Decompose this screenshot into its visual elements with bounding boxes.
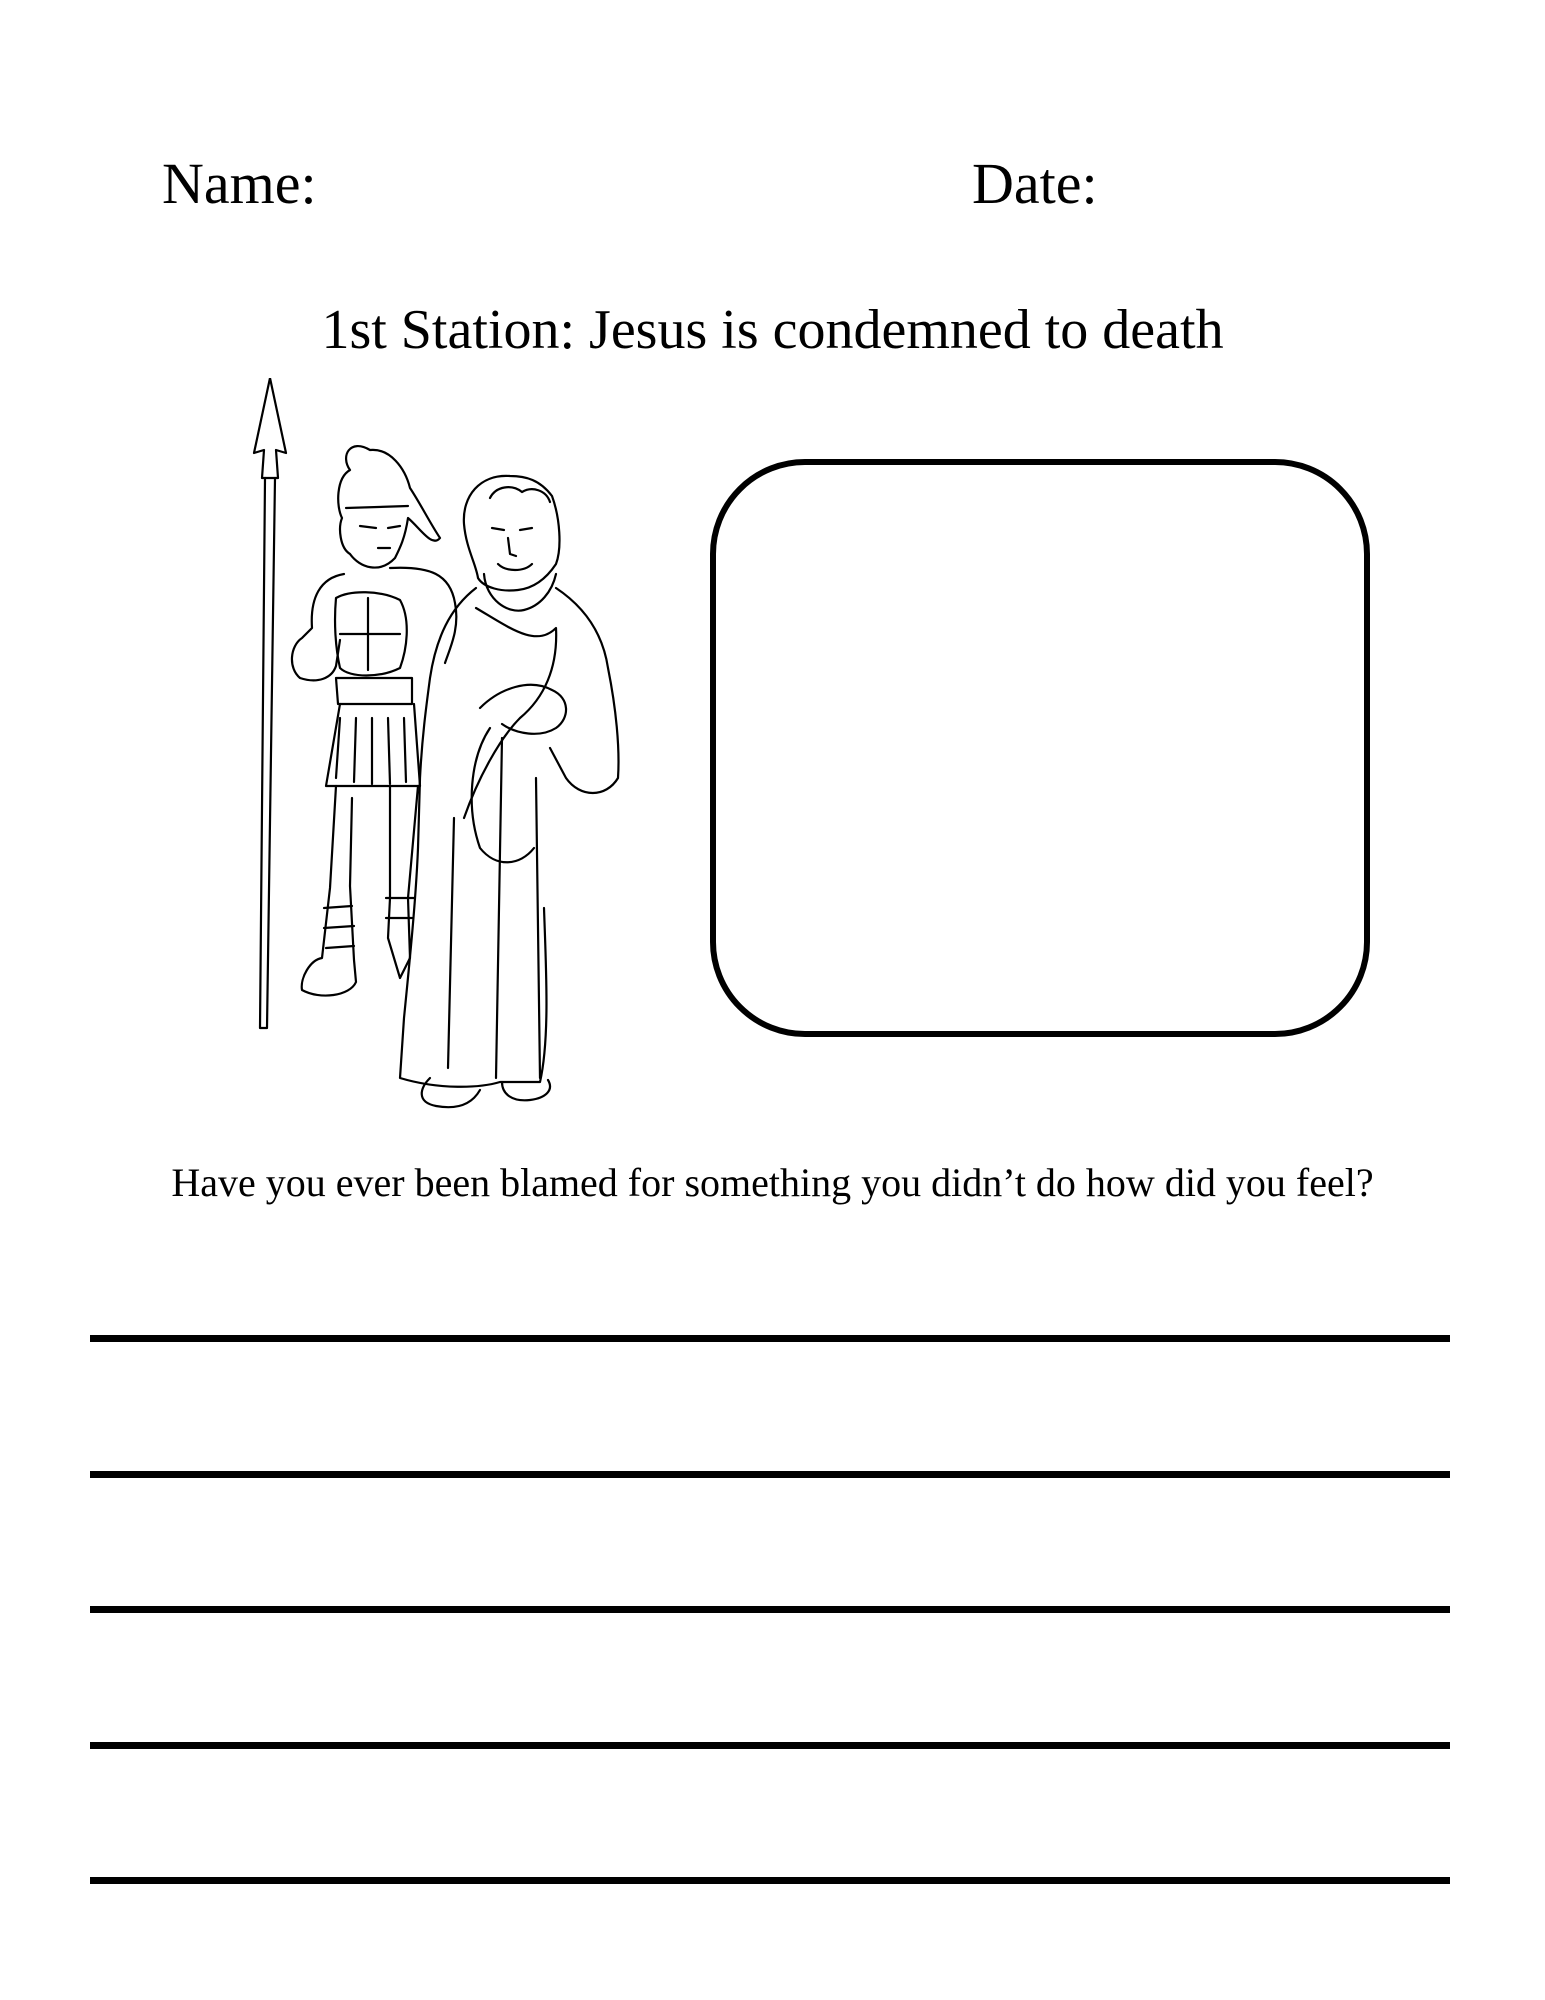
station-title: 1st Station: Jesus is condemned to death xyxy=(321,299,1224,361)
answer-line[interactable] xyxy=(90,1335,1450,1342)
answer-line[interactable] xyxy=(90,1606,1450,1613)
jesus-drawing xyxy=(400,476,619,1107)
drawing-box[interactable] xyxy=(710,459,1370,1037)
answer-line[interactable] xyxy=(90,1471,1450,1478)
reflection-question: Have you ever been blamed for something you didn’t do how did you feel? xyxy=(171,1160,1374,1205)
name-label: Name: xyxy=(162,151,317,216)
answer-line[interactable] xyxy=(90,1877,1450,1884)
answer-line[interactable] xyxy=(90,1742,1450,1749)
spear-drawing xyxy=(254,378,286,1028)
soldier-and-jesus-illustration xyxy=(240,378,640,1128)
date-label: Date: xyxy=(972,151,1098,216)
soldier-drawing xyxy=(292,446,456,995)
